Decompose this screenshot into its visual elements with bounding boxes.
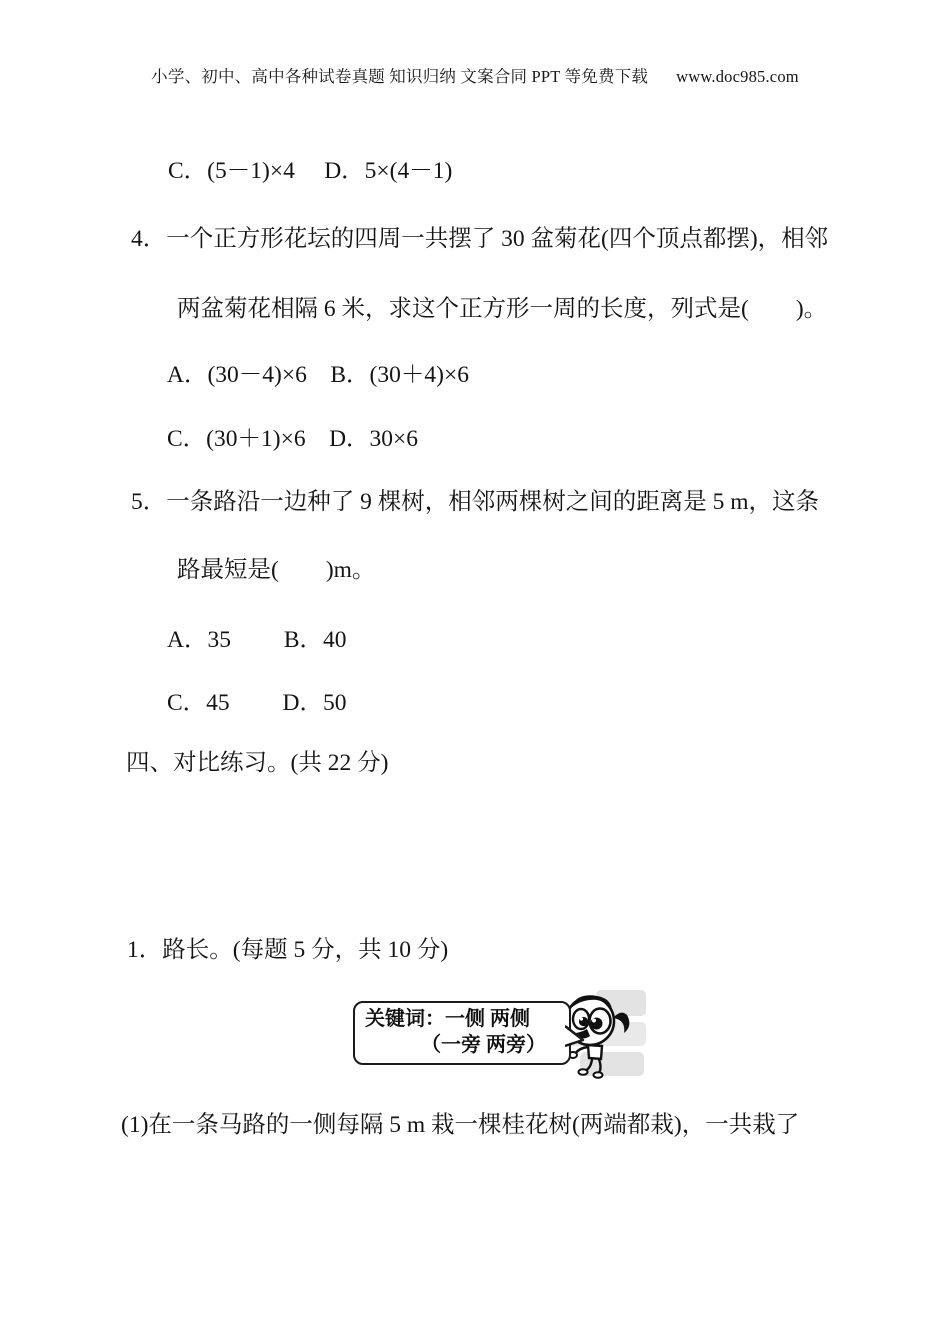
q4-stem-line1: 4．一个正方形花坛的四周一共摆了 30 盆菊花(四个顶点都摆)，相邻 (131, 226, 829, 252)
page-header (0, 63, 950, 87)
q4-stem-line2: 两盆菊花相隔 6 米，求这个正方形一周的长度，列式是( )。 (177, 296, 828, 322)
keyword-callout-bubble (353, 1001, 571, 1065)
q5-stem-line2: 路最短是( )m。 (177, 557, 376, 583)
section-4-title: 四、对比练习。(共 22 分) (126, 750, 389, 776)
callout-line-2: （一旁 两旁） (421, 1034, 546, 1056)
q4-options-ab: A．(30－4)×6 B．(30＋4)×6 (167, 362, 469, 388)
item-1-title: 1．路长。(每题 5 分，共 10 分) (127, 937, 449, 963)
q4-options-cd: C．(30＋1)×6 D．30×6 (167, 426, 419, 452)
sub-question-1: (1)在一条马路的一侧每隔 5 m 栽一棵桂花树(两端都栽)，一共栽了 (121, 1112, 800, 1138)
callout-line-1: 关键词：一侧 两侧 (365, 1008, 530, 1030)
q3-options-cd: C．(5－1)×4 D．5×(4－1) (168, 158, 453, 184)
q5-stem-line1: 5．一条路沿一边种了 9 棵树，相邻两棵树之间的距离是 5 m，这条 (131, 489, 820, 515)
q5-options-cd: C．45 D．50 (167, 690, 347, 716)
speech-bubble-pointer (565, 1023, 587, 1049)
q5-options-ab: A．35 B．40 (167, 627, 347, 653)
header-promo-text: 小学、初中、高中各种试卷真题 知识归纳 文案合同 PPT 等免费下载 (151, 67, 649, 86)
header-site-url: www.doc985.com (676, 67, 799, 86)
